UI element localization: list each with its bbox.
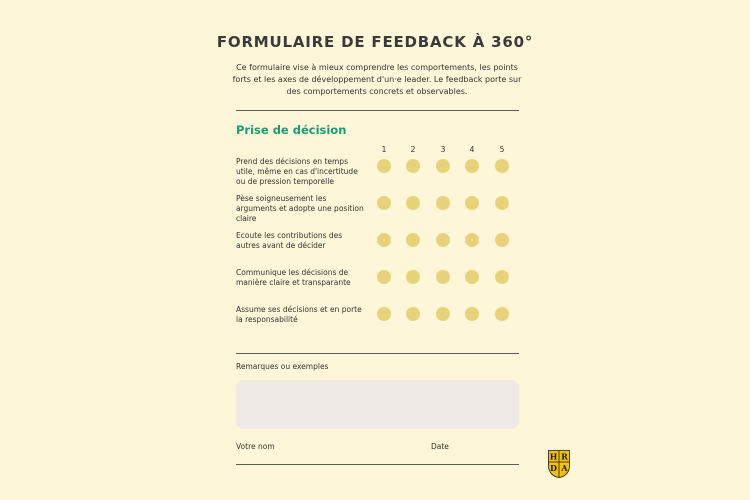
rating-option-5[interactable]	[495, 233, 509, 247]
rating-option-2[interactable]	[406, 307, 420, 321]
divider-bottom	[236, 464, 519, 465]
question-text: Assume ses décisions et en porte la responsabilité	[236, 305, 362, 324]
rating-option-1[interactable]	[377, 307, 391, 321]
rating-option-3[interactable]	[436, 159, 450, 173]
rating-option-1[interactable]	[377, 159, 391, 173]
rating-option-1[interactable]	[377, 196, 391, 210]
rating-option-3[interactable]	[436, 270, 450, 284]
rating-option-2[interactable]	[406, 270, 420, 284]
rating-option-5[interactable]	[495, 159, 509, 173]
rating-option-1[interactable]	[377, 270, 391, 284]
scale-label-4: 4	[469, 145, 475, 154]
rating-option-4[interactable]	[465, 196, 479, 210]
svg-text:A: A	[561, 463, 568, 473]
divider-top	[236, 110, 519, 111]
rating-option-2[interactable]	[406, 233, 420, 247]
rating-option-1[interactable]	[377, 233, 391, 247]
rating-option-5[interactable]	[495, 196, 509, 210]
scale-label-5: 5	[499, 145, 505, 154]
svg-text:D: D	[550, 463, 557, 473]
question-text: Pèse soigneusement les arguments et adopte une position claire	[236, 194, 364, 223]
page-title: FORMULAIRE DE FEEDBACK À 360°	[216, 33, 534, 51]
question-text: Ecoute les contributions des autres avant de décider	[236, 231, 343, 250]
rating-option-4[interactable]	[465, 270, 479, 284]
hrda-logo	[548, 450, 570, 478]
rating-option-5[interactable]	[495, 270, 509, 284]
date-field-label: Date	[431, 442, 449, 451]
rating-option-5[interactable]	[495, 307, 509, 321]
rating-option-3[interactable]	[436, 196, 450, 210]
scale-label-2: 2	[410, 145, 416, 154]
intro-text: Ce formulaire vise à mieux comprendre les comportements, les points forts et les axes de développement d'un·e leader. Le feedback porte sur des comportements concrets et observables.	[232, 63, 522, 96]
rating-option-4[interactable]	[465, 307, 479, 321]
rating-option-4[interactable]	[465, 233, 479, 247]
svg-text:R: R	[561, 451, 568, 462]
rating-option-4[interactable]	[465, 159, 479, 173]
rating-option-3[interactable]	[436, 307, 450, 321]
divider-middle	[236, 353, 519, 354]
name-field-label: Votre nom	[236, 442, 275, 451]
rating-option-3[interactable]	[436, 233, 450, 247]
scale-label-1: 1	[381, 145, 387, 154]
scale-label-3: 3	[440, 145, 446, 154]
remarks-label: Remarques ou exemples	[236, 362, 329, 371]
remarks-field[interactable]	[236, 380, 519, 429]
svg-text:H: H	[549, 451, 558, 462]
rating-option-2[interactable]	[406, 196, 420, 210]
question-text: Communique les décisions de manière claire et transparante	[236, 268, 351, 287]
section-title: Prise de décision	[236, 123, 347, 137]
rating-option-2[interactable]	[406, 159, 420, 173]
question-text: Prend des décisions en temps utile, même en cas d'incertitude ou de pression temporelle	[236, 157, 358, 186]
